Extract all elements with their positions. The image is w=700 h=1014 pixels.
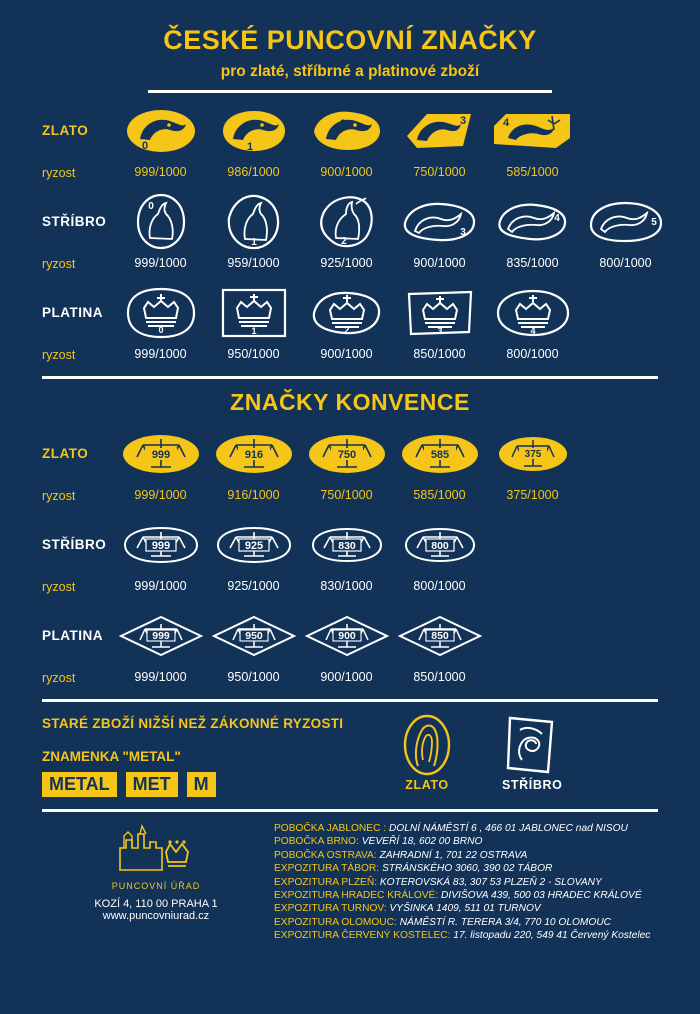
convention-platinum-label: PLATINA	[42, 628, 103, 644]
conv-mark-platinum-900	[300, 604, 393, 668]
conv-mark-silver-999	[114, 513, 207, 577]
purity-value: 900/1000	[413, 255, 466, 270]
mark-silver-4	[486, 190, 579, 254]
silver-chamois-mark-icon	[587, 199, 665, 245]
svg-text:750: 750	[337, 448, 356, 461]
page-title: ČESKÉ PUNCOVNÍ ZNAČKY	[163, 25, 537, 55]
czech-gold-label: ZLATO	[42, 123, 89, 139]
czech-silver-purity-label: ryzost	[42, 257, 76, 272]
scale-mark-icon	[214, 433, 294, 475]
purity-value: 830/1000	[320, 578, 373, 593]
svg-text:3: 3	[459, 226, 466, 238]
convention-silver-block	[18, 513, 682, 598]
convention-silver-marks-row	[18, 513, 682, 577]
conv-mark-gold-375	[486, 422, 579, 486]
office-entry	[274, 929, 662, 942]
svg-text:375: 375	[524, 448, 541, 460]
silver-chamois-mark-icon	[130, 192, 192, 252]
svg-text:850: 850	[430, 629, 449, 642]
czech-silver-label: STŘÍBRO	[42, 214, 107, 230]
office-name: EXPOZITURA TURNOV:	[274, 903, 387, 915]
silver-chamois-mark-icon	[401, 199, 479, 245]
conv-mark-gold-916	[207, 422, 300, 486]
mark-platinum-4	[486, 281, 579, 345]
svg-text:1: 1	[250, 325, 257, 336]
office-entry	[274, 862, 662, 875]
conv-mark-silver-830	[300, 513, 393, 577]
mark-platinum-2	[300, 281, 393, 345]
czech-platinum-label: PLATINA	[42, 305, 103, 321]
convention-gold-block	[18, 422, 682, 507]
old-goods-heading: STARÉ ZBOŽÍ NIŽŠÍ NEŽ ZÁKONNÉ RYZOSTI	[42, 715, 344, 731]
purity-value: 800/1000	[599, 255, 652, 270]
scale-mark-icon	[309, 525, 385, 565]
metal-tag-list	[18, 772, 398, 797]
svg-text:916: 916	[244, 448, 263, 461]
scale-mark-icon	[400, 433, 480, 475]
mark-silver-1	[207, 190, 300, 254]
old-gold-caption: ZLATO	[405, 777, 449, 792]
gold-eagle-mark-icon	[217, 108, 291, 154]
purity-value: 959/1000	[227, 255, 280, 270]
purity-value: 999/1000	[134, 487, 187, 502]
convention-silver-purity-row	[18, 577, 682, 598]
svg-text:4: 4	[553, 212, 560, 224]
conv-mark-silver-800	[393, 513, 486, 577]
svg-text:925: 925	[244, 539, 263, 552]
footer-authority	[38, 820, 274, 943]
svg-text:800: 800	[430, 539, 449, 552]
scale-mark-icon	[497, 435, 569, 473]
office-name: EXPOZITURA PLZEŇ:	[274, 876, 378, 888]
svg-text:999: 999	[151, 629, 170, 642]
convention-silver-purity-label: ryzost	[42, 580, 76, 595]
czech-silver-purity-row	[18, 254, 682, 275]
office-name: EXPOZITURA TÁBOR:	[274, 863, 380, 875]
czech-gold-purity-row	[18, 163, 682, 184]
convention-silver-label: STŘÍBRO	[42, 537, 107, 553]
svg-text:2: 2	[343, 324, 350, 335]
purity-value: 585/1000	[413, 487, 466, 502]
silver-chamois-mark-icon	[223, 192, 285, 252]
czech-platinum-block	[18, 281, 682, 366]
office-address: DOLNÍ NÁMĚSTÍ 6 , 466 01 JABLONEC nad NISOU	[388, 822, 628, 834]
svg-text:0: 0	[147, 200, 154, 212]
authority-address: KOZÍ 4, 110 00 PRAHA 1	[94, 897, 218, 910]
conv-mark-platinum-850	[393, 604, 486, 668]
office-entry	[274, 916, 662, 929]
authority-name: PUNCOVNÍ ÚŘAD	[111, 880, 201, 891]
old-gold-stamp-icon	[398, 714, 456, 776]
mark-silver-0	[114, 190, 207, 254]
convention-gold-purity-label: ryzost	[42, 489, 76, 504]
svg-text:3: 3	[436, 325, 443, 336]
purity-value: 900/1000	[320, 346, 373, 361]
section-divider	[42, 376, 658, 379]
scale-diamond-mark-icon	[118, 614, 204, 658]
purity-value: 850/1000	[413, 346, 466, 361]
office-name: EXPOZITURA HRADEC KRÁLOVÉ:	[274, 889, 439, 901]
mark-platinum-3	[393, 281, 486, 345]
czech-gold-purity-label: ryzost	[42, 166, 76, 181]
znamenka-label: ZNAMENKA "METAL"	[42, 748, 181, 764]
czech-gold-marks-row	[18, 99, 682, 163]
convention-gold-marks-row	[18, 422, 682, 486]
conv-mark-gold-999	[114, 422, 207, 486]
scale-mark-icon	[121, 524, 201, 566]
scale-diamond-mark-icon	[397, 614, 483, 658]
old-gold-stamp	[398, 714, 456, 797]
czech-platinum-purity-label: ryzost	[42, 348, 76, 363]
conv-mark-platinum-999	[114, 604, 207, 668]
convention-gold-label: ZLATO	[42, 446, 89, 462]
gold-eagle-mark-icon	[401, 108, 479, 154]
purity-value: 900/1000	[320, 669, 373, 684]
convention-platinum-purity-label: ryzost	[42, 671, 76, 686]
purity-value: 900/1000	[320, 164, 373, 179]
svg-text:999: 999	[151, 448, 170, 461]
purity-value: 585/1000	[506, 164, 559, 179]
office-address: VEVEŘÍ 18, 602 00 BRNO	[361, 836, 483, 848]
old-silver-stamp-icon	[502, 714, 560, 776]
svg-text:2: 2	[340, 235, 347, 247]
purity-value: 999/1000	[134, 255, 187, 270]
svg-text:900: 900	[337, 629, 356, 642]
footer-offices	[274, 820, 662, 943]
old-goods-block	[18, 706, 682, 797]
purity-value: 999/1000	[134, 669, 187, 684]
mark-gold-2	[300, 99, 393, 163]
office-name: POBOČKA OSTRAVA:	[274, 849, 377, 861]
metal-tag: MET	[126, 772, 178, 797]
czech-silver-marks-row	[18, 190, 682, 254]
conv-mark-platinum-950	[207, 604, 300, 668]
conv-mark-gold-585	[393, 422, 486, 486]
office-address: VYŠINKA 1409, 511 01 TURNOV	[389, 903, 541, 915]
svg-text:999: 999	[151, 539, 170, 552]
office-address: 17. listopadu 220, 549 41 Červený Kostelec	[453, 930, 651, 942]
poster-header	[18, 0, 682, 93]
gold-eagle-mark-icon	[124, 108, 198, 154]
mark-platinum-1	[207, 281, 300, 345]
metal-tag: METAL	[42, 772, 117, 797]
conv-mark-silver-925	[207, 513, 300, 577]
czech-platinum-marks-row	[18, 281, 682, 345]
platinum-crown-mark-icon	[310, 286, 384, 340]
office-entry	[274, 889, 662, 902]
purity-value: 750/1000	[320, 487, 373, 502]
czech-silver-block	[18, 190, 682, 275]
office-entry	[274, 849, 662, 862]
mark-silver-3	[393, 190, 486, 254]
office-address: NÁMĚSTÍ R. TERERA 3/4, 770 10 OLOMOUC	[399, 916, 612, 928]
svg-text:1: 1	[246, 140, 253, 153]
purity-value: 375/1000	[506, 487, 559, 502]
office-address: ZAHRADNÍ 1, 701 22 OSTRAVA	[379, 849, 528, 861]
mark-silver-5	[579, 190, 672, 254]
old-silver-stamp	[502, 714, 562, 797]
scale-mark-icon	[121, 433, 201, 475]
convention-platinum-marks-row	[18, 604, 682, 668]
svg-text:0: 0	[157, 324, 164, 335]
old-silver-caption: STŘÍBRO	[502, 777, 563, 792]
office-name: EXPOZITURA ČERVENÝ KOSTELEC:	[274, 930, 451, 942]
office-entry	[274, 835, 662, 848]
office-name: EXPOZITURA OLOMOUC:	[274, 916, 397, 928]
platinum-crown-mark-icon	[494, 286, 572, 340]
convention-platinum-purity-row	[18, 668, 682, 689]
purity-value: 999/1000	[134, 346, 187, 361]
conv-mark-gold-750	[300, 422, 393, 486]
purity-value: 986/1000	[227, 164, 280, 179]
authority-website[interactable]: www.puncovniurad.cz	[102, 909, 210, 922]
svg-text:4: 4	[502, 116, 509, 129]
office-name: POBOČKA JABLONEC :	[274, 822, 387, 834]
scale-diamond-mark-icon	[304, 614, 390, 658]
purity-value: 750/1000	[413, 164, 466, 179]
mark-gold-1	[207, 99, 300, 163]
punch-office-logo-icon	[110, 822, 202, 874]
purity-value: 850/1000	[413, 669, 466, 684]
office-entry	[274, 822, 662, 835]
purity-value: 800/1000	[506, 346, 559, 361]
mark-gold-0	[114, 99, 207, 163]
purity-value: 916/1000	[227, 487, 280, 502]
office-entry	[274, 902, 662, 915]
silver-chamois-mark-icon	[316, 192, 378, 252]
scale-mark-icon	[214, 524, 294, 566]
purity-value: 835/1000	[506, 255, 559, 270]
czech-gold-block	[18, 99, 682, 184]
gold-eagle-mark-icon	[490, 110, 576, 152]
purity-value: 999/1000	[134, 164, 187, 179]
convention-platinum-block	[18, 604, 682, 689]
office-entry	[274, 876, 662, 889]
silver-chamois-mark-icon	[494, 199, 572, 245]
czech-platinum-purity-row	[18, 345, 682, 366]
scale-diamond-mark-icon	[211, 614, 297, 658]
office-address: KOTEROVSKÁ 83, 307 53 PLZEŇ 2 - SLOVANY	[379, 876, 602, 888]
office-name: POBOČKA BRNO:	[274, 836, 359, 848]
svg-text:585: 585	[430, 448, 449, 461]
mark-silver-2	[300, 190, 393, 254]
footer	[18, 812, 682, 943]
purity-value: 950/1000	[227, 346, 280, 361]
purity-value: 999/1000	[134, 578, 187, 593]
office-address: DIVIŠOVA 439, 500 03 HRADEC KRÁLOVÉ	[441, 889, 642, 901]
scale-mark-icon	[307, 433, 387, 475]
platinum-crown-mark-icon	[403, 286, 477, 340]
page-subtitle: pro zlaté, stříbrné a platinové zboží	[148, 63, 552, 93]
metal-tag: M	[187, 772, 216, 797]
office-address: STRÁNSKÉHO 3060, 390 02 TÁBOR	[381, 863, 553, 875]
gold-eagle-mark-icon	[310, 108, 384, 154]
section-title-convention: ZNAČKY KONVENCE	[230, 388, 470, 415]
scale-mark-icon	[402, 525, 478, 565]
purity-value: 925/1000	[320, 255, 373, 270]
purity-value: 925/1000	[227, 578, 280, 593]
mark-platinum-0	[114, 281, 207, 345]
purity-value: 800/1000	[413, 578, 466, 593]
svg-text:830: 830	[337, 539, 356, 552]
platinum-crown-mark-icon	[217, 284, 291, 342]
svg-text:5: 5	[650, 216, 657, 228]
convention-gold-purity-row	[18, 486, 682, 507]
svg-text:4: 4	[529, 325, 536, 336]
svg-text:3: 3	[459, 114, 466, 127]
svg-text:0: 0	[141, 139, 148, 152]
svg-text:1: 1	[250, 236, 257, 248]
mark-gold-3	[393, 99, 486, 163]
svg-text:2: 2	[339, 117, 346, 130]
platinum-crown-mark-icon	[124, 284, 198, 342]
svg-text:950: 950	[244, 629, 263, 642]
purity-value: 950/1000	[227, 669, 280, 684]
mark-gold-4	[486, 99, 579, 163]
section-divider-2	[42, 699, 658, 702]
